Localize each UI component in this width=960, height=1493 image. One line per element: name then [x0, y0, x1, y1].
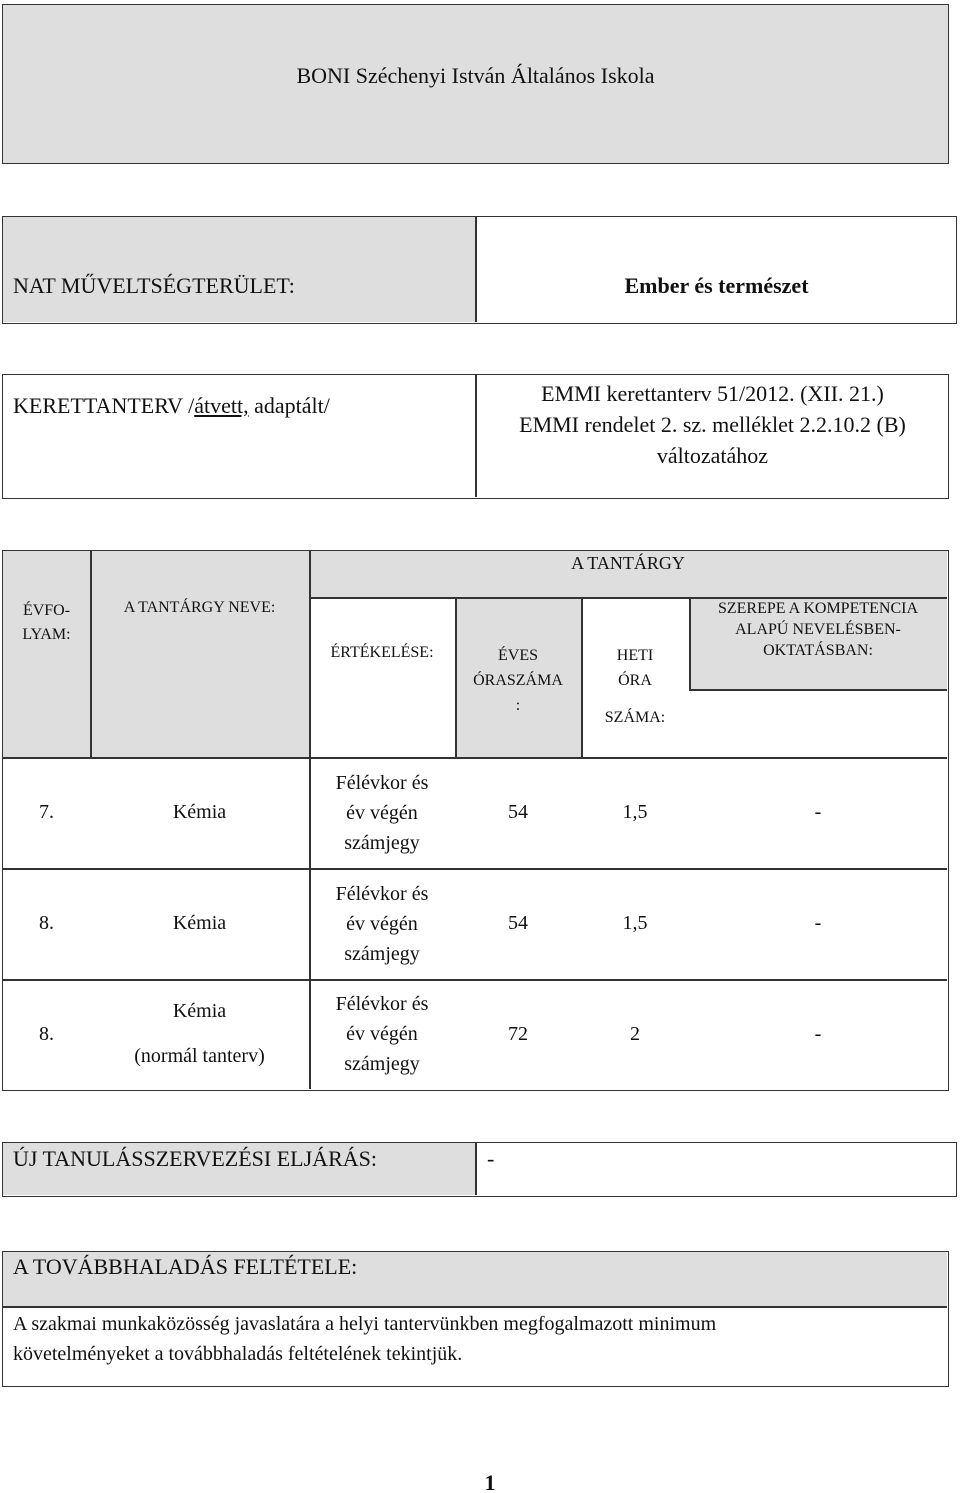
table-row-3 — [3, 979, 947, 1089]
school-header — [2, 4, 949, 164]
header-szerepe-line-3: OKTATÁSBAN: — [763, 642, 873, 659]
tovabbhaladas-text-line-2: követelményeket a továbbhaladás feltételének tekintjük. — [13, 1343, 463, 1365]
row-1-eval — [309, 757, 455, 868]
table-row-2 — [3, 868, 947, 979]
header-eves-line-2: ÓRASZÁMA — [473, 672, 563, 689]
nat-row — [2, 216, 957, 324]
school-name: BONI Széchenyi István Általános Iskola — [296, 63, 655, 88]
row-1-weekly: 1,5 — [622, 801, 648, 823]
row-2-eval-line-3: számjegy — [344, 942, 420, 965]
header-eves-line-1: ÉVES — [498, 647, 538, 664]
group-header-a-tantargy: A TANTÁRGY — [571, 553, 685, 573]
row-3-eval-line-1: Félévkor és — [335, 993, 429, 1015]
row-1-name — [90, 757, 309, 868]
row-3-eval — [309, 979, 455, 1089]
kerettanterv-label-underlined: átvett, — [194, 393, 249, 418]
kerettanterv-value-line-3: változatához — [656, 443, 769, 468]
row-1-role: - — [814, 801, 822, 823]
kerettanterv-label-prefix: KERETTANTERV / — [13, 393, 195, 418]
header-heti-line-1: HETI — [616, 647, 654, 664]
header-szerepe-line-2: ALAPÚ NEVELÉSBEN- — [735, 621, 901, 638]
kerettanterv-row — [2, 374, 949, 499]
subject-table — [2, 550, 949, 1091]
page-number: 1 — [484, 1470, 496, 1493]
row-2-weekly: 1,5 — [622, 912, 648, 934]
kerettanterv-label — [13, 393, 330, 419]
row-1-name-line-1: Kémia — [172, 801, 227, 823]
table-row-1 — [3, 757, 947, 868]
header-heti-ora-szama — [581, 643, 689, 730]
kerettanterv-value-line-2: EMMI rendelet 2. sz. melléklet 2.2.10.2 (B) — [519, 412, 906, 437]
header-ertekeles: ÉRTÉKELÉSE: — [330, 644, 434, 661]
header-szerepe-line-1: SZEREPE A KOMPETENCIA — [717, 600, 918, 617]
row-2-name-line-1: Kémia — [172, 912, 227, 934]
row-2-annual: 54 — [508, 912, 528, 934]
row-3-weekly: 2 — [630, 1022, 640, 1045]
row-1-eval-line-3: számjegy — [344, 831, 420, 854]
header-eves-line-3: : — [515, 697, 521, 714]
row-3-name-line-1: Kémia — [172, 1000, 227, 1022]
row-3-name — [90, 979, 309, 1089]
uj-eljaras-value: - — [487, 1146, 495, 1171]
row-3-annual: 72 — [508, 1022, 528, 1045]
tovabbhaladas-text — [13, 1309, 716, 1369]
header-szerepe — [689, 598, 947, 661]
row-3-eval-line-3: számjegy — [344, 1053, 420, 1075]
header-evfolyam — [3, 599, 90, 647]
header-heti-line-3: SZÁMA: — [604, 709, 666, 726]
row-2-eval-line-2: év végén — [346, 912, 418, 935]
row-2-grade: 8. — [39, 912, 54, 934]
uj-eljaras-row — [2, 1142, 957, 1197]
header-eves-oraszama — [455, 643, 581, 718]
nat-value: Ember és természet — [624, 273, 809, 298]
kerettanterv-value — [477, 378, 948, 471]
tovabbhaladas-text-line-1: A szakmai munkaközösség javaslatára a helyi tantervünkben megfogalmazott minimum — [13, 1313, 717, 1335]
row-1-grade: 7. — [39, 801, 54, 823]
nat-label: NAT MŰVELTSÉGTERÜLET: — [13, 273, 295, 298]
row-3-role: - — [814, 1022, 822, 1045]
row-3-grade: 8. — [39, 1022, 54, 1045]
header-evfolyam-line-2: LYAM: — [22, 626, 71, 643]
row-3-name-line-2: (normál tanterv) — [134, 1045, 265, 1067]
row-2-role: - — [814, 912, 822, 934]
uj-eljaras-label: ÚJ TANULÁSSZERVEZÉSI ELJÁRÁS: — [13, 1146, 377, 1171]
row-1-eval-line-1: Félévkor és — [335, 771, 429, 794]
nat-label-cell — [3, 217, 475, 322]
row-1-annual: 54 — [508, 801, 528, 823]
row-2-eval — [309, 868, 455, 979]
row-1-eval-line-2: év végén — [346, 801, 418, 824]
kerettanterv-value-line-1: EMMI kerettanterv 51/2012. (XII. 21.) — [541, 381, 884, 406]
row-3-eval-line-2: év végén — [346, 1023, 418, 1045]
header-evfolyam-line-1: ÉVFO- — [22, 602, 71, 619]
header-tantargy-neve: A TANTÁRGY NEVE: — [123, 599, 276, 616]
tovabbhaladas-box — [2, 1251, 949, 1387]
row-2-eval-line-1: Félévkor és — [335, 882, 429, 905]
header-heti-line-2: ÓRA — [618, 672, 652, 689]
tovabbhaladas-label: A TOVÁBBHALADÁS FELTÉTELE: — [13, 1254, 358, 1279]
kerettanterv-label-suffix: adaptált/ — [248, 393, 330, 418]
row-2-name — [90, 868, 309, 979]
